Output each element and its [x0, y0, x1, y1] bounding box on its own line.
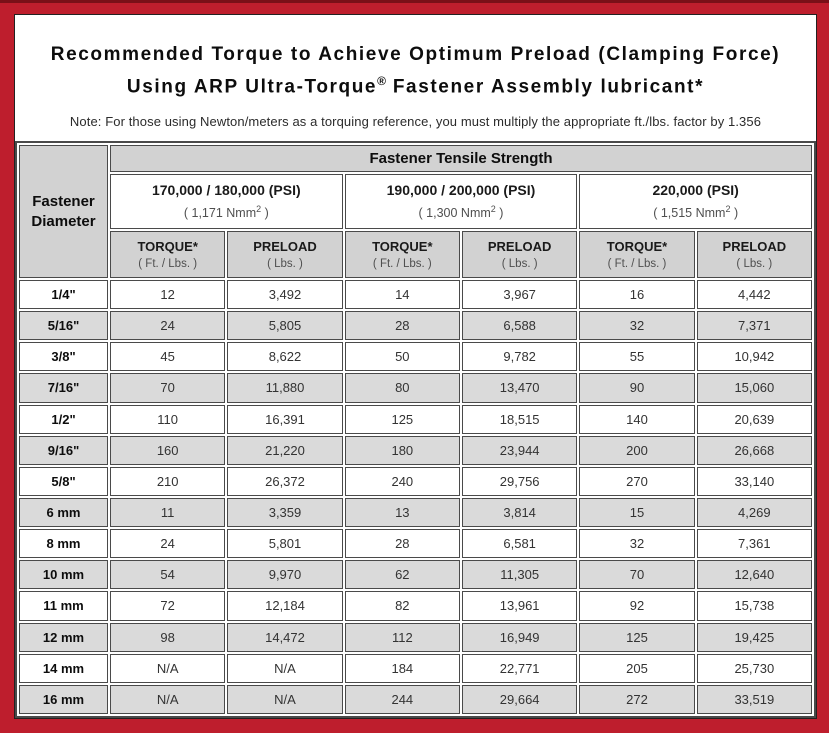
- torque-unit: ( Ft. / Lbs. ): [138, 258, 198, 270]
- torque-value-cell: 110: [110, 405, 225, 434]
- torque-value-cell: 54: [110, 560, 225, 589]
- table-row: [19, 373, 812, 402]
- torque-value-cell: 98: [110, 623, 225, 652]
- conversion-note: Note: For those using Newton/meters as a torquing reference, you must multiply the appropriate ft./lbs. factor by 1.356: [69, 114, 762, 130]
- torque-value-cell: 62: [345, 560, 460, 589]
- registered-trademark-mark: ®: [377, 74, 386, 88]
- preload-value-cell: 33,519: [697, 685, 812, 714]
- fastener-diameter-cell: 5/16": [19, 311, 108, 340]
- preload-label: PRELOAD: [253, 239, 317, 254]
- preload-unit: ( Lbs. ): [267, 258, 303, 270]
- fastener-diameter-header-line2: Diameter: [31, 212, 96, 230]
- torque-value-cell: 50: [345, 342, 460, 371]
- preload-label: PRELOAD: [487, 239, 552, 254]
- torque-column-header: [110, 231, 225, 278]
- table-row: [19, 467, 812, 496]
- torque-value-cell: 11: [110, 498, 225, 527]
- torque-unit: ( Ft. / Lbs. ): [372, 258, 432, 270]
- preload-value-cell: 26,372: [227, 467, 342, 496]
- torque-value-cell: 210: [110, 467, 225, 496]
- fastener-diameter-cell: 6 mm: [19, 498, 108, 527]
- torque-table-container: [15, 141, 816, 718]
- fastener-diameter-cell: 3/8": [19, 342, 108, 371]
- torque-value-cell: 160: [110, 436, 225, 465]
- page-title-line1: Recommended Torque to Achieve Optimum Preload (Clamping Force): [50, 44, 781, 65]
- header-row-psi: [19, 174, 812, 229]
- table-row: [19, 311, 812, 340]
- preload-value-cell: 18,515: [462, 405, 577, 434]
- nmm-superscript: 2: [256, 204, 262, 215]
- torque-table: [15, 141, 816, 718]
- preload-column-header: [227, 231, 342, 278]
- fastener-diameter-cell: 11 mm: [19, 591, 108, 620]
- table-row: [19, 280, 812, 309]
- fastener-diameter-cell: 14 mm: [19, 654, 108, 683]
- preload-value-cell: 21,220: [227, 436, 342, 465]
- table-row: [19, 436, 812, 465]
- fastener-diameter-cell: 10 mm: [19, 560, 108, 589]
- torque-value-cell: N/A: [110, 654, 225, 683]
- fastener-diameter-cell: 1/2": [19, 405, 108, 434]
- fastener-diameter-cell: 7/16": [19, 373, 108, 402]
- title-line2-suffix: Fastener Assembly lubricant*: [385, 76, 705, 98]
- torque-value-cell: 45: [110, 342, 225, 371]
- table-row: [19, 529, 812, 558]
- tensile-strength-header: Fastener Tensile Strength: [110, 145, 812, 172]
- preload-value-cell: N/A: [227, 654, 342, 683]
- torque-value-cell: 140: [579, 405, 694, 434]
- preload-value-cell: 12,640: [697, 560, 812, 589]
- torque-value-cell: 24: [110, 529, 225, 558]
- preload-value-cell: 12,184: [227, 591, 342, 620]
- page-title-line2: [15, 68, 816, 100]
- preload-value-cell: 33,140: [697, 467, 812, 496]
- nmm-value: [346, 204, 577, 220]
- table-row: [19, 405, 812, 434]
- nmm-suffix: ): [495, 206, 504, 221]
- preload-value-cell: 3,967: [462, 280, 577, 309]
- psi-value: 190,000 / 200,000 (PSI): [386, 182, 536, 199]
- table-row: [19, 654, 812, 683]
- torque-value-cell: 112: [345, 623, 460, 652]
- table-row: [19, 623, 812, 652]
- preload-value-cell: 9,970: [227, 560, 342, 589]
- torque-unit: ( Ft. / Lbs. ): [607, 258, 667, 270]
- torque-value-cell: 80: [345, 373, 460, 402]
- torque-value-cell: 184: [345, 654, 460, 683]
- fastener-diameter-header-line1: Fastener: [32, 192, 95, 210]
- preload-value-cell: N/A: [227, 685, 342, 714]
- table-row: [19, 560, 812, 589]
- preload-value-cell: 4,269: [697, 498, 812, 527]
- preload-value-cell: 8,622: [227, 342, 342, 371]
- preload-value-cell: 9,782: [462, 342, 577, 371]
- psi-group-header-170-180: [110, 174, 343, 229]
- psi-group-header-190-200: [345, 174, 578, 229]
- preload-value-cell: 13,961: [462, 591, 577, 620]
- torque-value-cell: 125: [579, 623, 694, 652]
- preload-value-cell: 3,492: [227, 280, 342, 309]
- torque-value-cell: 70: [579, 560, 694, 589]
- fastener-diameter-cell: 5/8": [19, 467, 108, 496]
- preload-value-cell: 6,581: [462, 529, 577, 558]
- preload-value-cell: 7,361: [697, 529, 812, 558]
- table-row: [19, 685, 812, 714]
- torque-value-cell: 244: [345, 685, 460, 714]
- title-line2-prefix: Using ARP Ultra-Torque: [126, 76, 378, 98]
- psi-value: 220,000 (PSI): [652, 182, 739, 199]
- torque-value-cell: 92: [579, 591, 694, 620]
- torque-value-cell: 205: [579, 654, 694, 683]
- torque-value-cell: 90: [579, 373, 694, 402]
- preload-value-cell: 15,738: [697, 591, 812, 620]
- preload-value-cell: 20,639: [697, 405, 812, 434]
- table-row: [19, 591, 812, 620]
- preload-label: PRELOAD: [722, 239, 787, 254]
- torque-value-cell: 28: [345, 529, 460, 558]
- nmm-superscript: 2: [725, 204, 731, 215]
- torque-value-cell: 13: [345, 498, 460, 527]
- torque-value-cell: 200: [579, 436, 694, 465]
- nmm-prefix: ( 1,515 Nmm: [653, 206, 726, 221]
- header-row-units: [19, 231, 812, 278]
- nmm-prefix: ( 1,171 Nmm: [183, 206, 257, 221]
- preload-value-cell: 26,668: [697, 436, 812, 465]
- preload-value-cell: 13,470: [462, 373, 577, 402]
- torque-value-cell: 272: [579, 685, 694, 714]
- torque-value-cell: 16: [579, 280, 694, 309]
- fastener-diameter-cell: 16 mm: [19, 685, 108, 714]
- nmm-prefix: ( 1,300 Nmm: [418, 206, 491, 221]
- nmm-value: [111, 204, 342, 220]
- psi-group-header-220: [579, 174, 812, 229]
- torque-value-cell: 125: [345, 405, 460, 434]
- nmm-value: [580, 204, 811, 220]
- preload-value-cell: 25,730: [697, 654, 812, 683]
- torque-value-cell: N/A: [110, 685, 225, 714]
- preload-value-cell: 7,371: [697, 311, 812, 340]
- fastener-diameter-header: [19, 145, 108, 278]
- preload-column-header: [462, 231, 577, 278]
- torque-value-cell: 15: [579, 498, 694, 527]
- preload-value-cell: 14,472: [227, 623, 342, 652]
- nmm-suffix: ): [261, 206, 269, 221]
- preload-value-cell: 11,305: [462, 560, 577, 589]
- fastener-diameter-cell: 8 mm: [19, 529, 108, 558]
- nmm-superscript: 2: [490, 204, 496, 215]
- preload-value-cell: 5,801: [227, 529, 342, 558]
- content-frame: [14, 14, 817, 719]
- preload-value-cell: 29,664: [462, 685, 577, 714]
- preload-column-header: [697, 231, 812, 278]
- preload-value-cell: 22,771: [462, 654, 577, 683]
- psi-value: 170,000 / 180,000 (PSI): [151, 182, 301, 199]
- preload-unit: ( Lbs. ): [501, 258, 538, 270]
- preload-value-cell: 3,814: [462, 498, 577, 527]
- torque-label: TORQUE*: [606, 239, 668, 254]
- preload-value-cell: 5,805: [227, 311, 342, 340]
- torque-value-cell: 55: [579, 342, 694, 371]
- torque-column-header: [345, 231, 460, 278]
- title-area: [15, 15, 816, 141]
- torque-value-cell: 180: [345, 436, 460, 465]
- preload-value-cell: 19,425: [697, 623, 812, 652]
- torque-value-cell: 14: [345, 280, 460, 309]
- preload-value-cell: 3,359: [227, 498, 342, 527]
- preload-value-cell: 15,060: [697, 373, 812, 402]
- torque-label: TORQUE*: [372, 239, 433, 254]
- torque-value-cell: 32: [579, 529, 694, 558]
- torque-value-cell: 270: [579, 467, 694, 496]
- preload-value-cell: 10,942: [697, 342, 812, 371]
- torque-label: TORQUE*: [137, 239, 198, 254]
- preload-unit: ( Lbs. ): [736, 258, 773, 270]
- torque-value-cell: 12: [110, 280, 225, 309]
- preload-value-cell: 16,391: [227, 405, 342, 434]
- preload-value-cell: 11,880: [227, 373, 342, 402]
- torque-table-body: [19, 280, 812, 714]
- torque-value-cell: 28: [345, 311, 460, 340]
- torque-value-cell: 32: [579, 311, 694, 340]
- header-row-tensile: [19, 145, 812, 172]
- table-row: [19, 498, 812, 527]
- torque-value-cell: 240: [345, 467, 460, 496]
- fastener-diameter-cell: 9/16": [19, 436, 108, 465]
- torque-column-header: [579, 231, 694, 278]
- preload-value-cell: 23,944: [462, 436, 577, 465]
- fastener-diameter-cell: 12 mm: [19, 623, 108, 652]
- preload-value-cell: 29,756: [462, 467, 577, 496]
- preload-value-cell: 4,442: [697, 280, 812, 309]
- nmm-suffix: ): [730, 206, 739, 221]
- fastener-diameter-cell: 1/4": [19, 280, 108, 309]
- preload-value-cell: 16,949: [462, 623, 577, 652]
- table-row: [19, 342, 812, 371]
- torque-value-cell: 24: [110, 311, 225, 340]
- torque-value-cell: 70: [110, 373, 225, 402]
- torque-value-cell: 82: [345, 591, 460, 620]
- torque-value-cell: 72: [110, 591, 225, 620]
- preload-value-cell: 6,588: [462, 311, 577, 340]
